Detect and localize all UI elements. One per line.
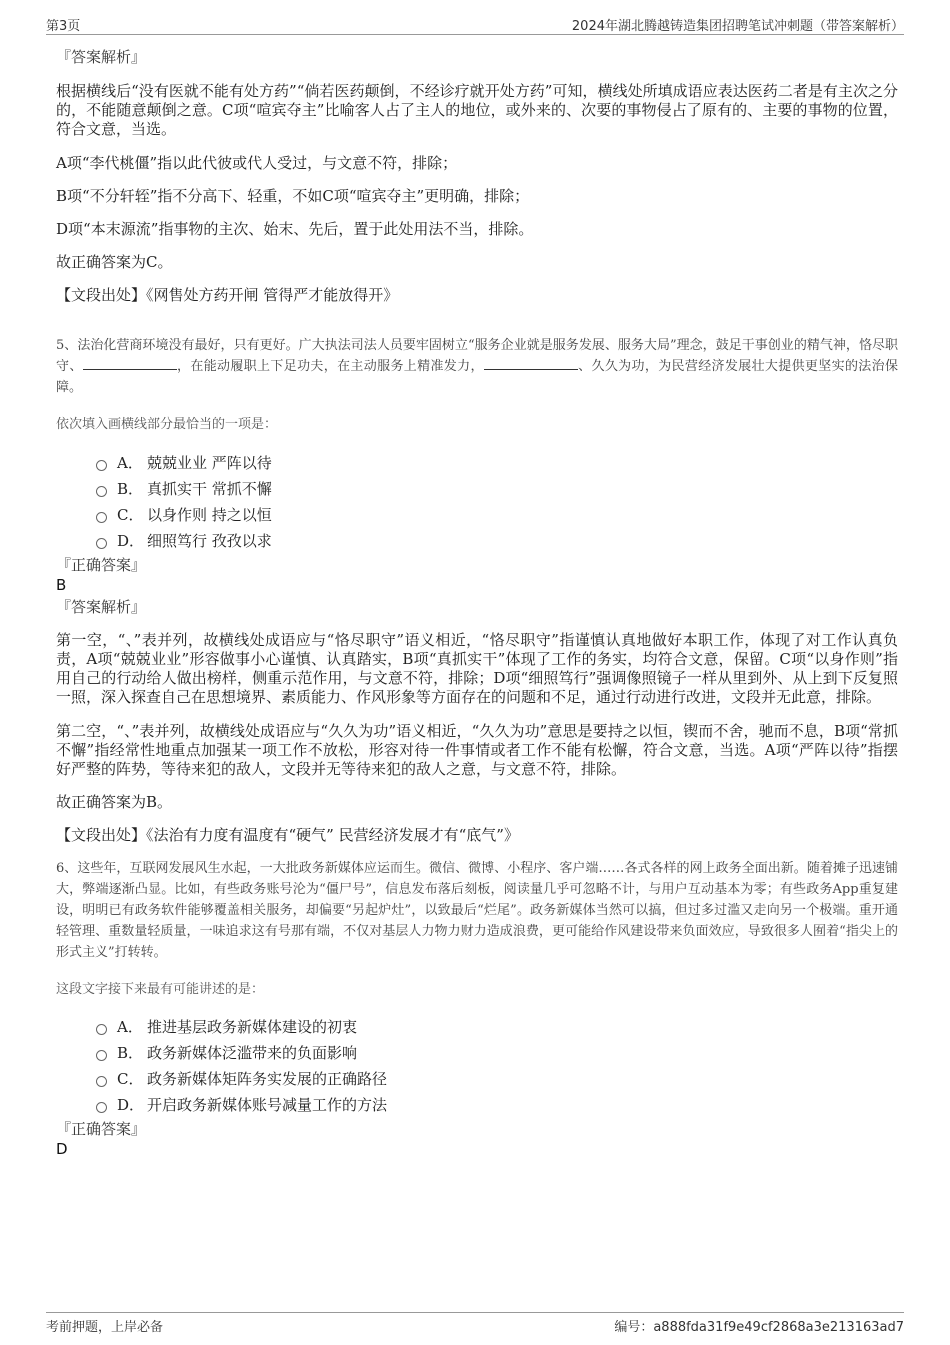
- analysis-paragraph: A项“李代桃僵”指以此代彼或代人受过，与文意不符，排除；: [56, 154, 458, 172]
- analysis-paragraph: 根据横线后“没有医就不能有处方药”“倘若医药颠倒，不经诊疗就开处方药”可知，横线处所填成语应表达医药二者是有主次之分的，不能随意颠倒之意。C项“喧宾夺主”比喻客人占了主人的地位，或外来的、次要的事物侵占了原有的、主要的事物的位置，符合文意，当选。: [56, 82, 898, 138]
- option-a[interactable]: A． 推进基层政务新媒体建设的初衷: [96, 1014, 898, 1040]
- option-a[interactable]: A． 兢兢业业 严阵以待: [96, 450, 898, 476]
- option-d[interactable]: D． 开启政务新媒体账号减量工作的方法: [96, 1092, 898, 1118]
- question-6-text: 6、这些年，互联网发展风生水起，一大批政务新媒体应运而生。微信、微博、小程序、客户端……各式各样的网上政务全面出新。随着摊子迅速铺大，弊端逐渐凸显。比如，有些政务账号沦为“僵尸号”，信息发布落后刻板，阅读量几乎可忽略不计，与用户互动基本为零；有些政务App重复建设，明明已有政务软件能够覆盖相关服务，却偏要“另起炉灶”，以致最后“烂尾”。政务新媒体当然可以搞，但过多过滥又走向另一个极端。重开通轻管理、重数量轻质量，一味追求这有号那有端，不仅对基层人力物力财力造成浪费，更可能给作风建设带来负面效应，导致很多人囿着“指尖上的形式主义”打转转。: [56, 861, 898, 960]
- analysis-label: 『答案解析』: [56, 598, 147, 616]
- page-footer: [46, 1312, 904, 1333]
- document-id: 编号：a888fda31f9e49cf2868a3e213163ad7: [614, 1320, 904, 1335]
- page-header: [46, 14, 904, 35]
- analysis-paragraph: 第一空，“、”表并列，故横线处成语应与“恪尽职守”语义相近，“恪尽职守”指谨慎认真地做好本职工作，体现了对工作认真负责，A项“兢兢业业”形容做事小心谨慎、认真踏实，B项“真抓实干”体现了工作的务实，均符合文意，保留。C项“以身作则”指用自己的行动给人做出榜样，侧重示范作用，与文意不符，排除；D项“细照笃行”强调像照镜子一样从里到外、从上到下反复照一照，深入探查自己在思想境界、素质能力、作风形象等方面存在的问题和不足，通过行动进行改进，文段并无此意，排除。: [56, 631, 898, 706]
- question-6-options: [96, 1014, 898, 1118]
- document-title: 2024年湖北腾越铸造集团招聘笔试冲刺题（带答案解析）: [571, 19, 904, 34]
- radio-button-icon[interactable]: [96, 538, 107, 549]
- analysis-label: 『答案解析』: [56, 48, 147, 66]
- analysis-paragraph: B项“不分轩轾”指不分高下、轻重，不如C项“喧宾夺主”更明确，排除；: [56, 187, 530, 205]
- correct-answer: B: [56, 576, 67, 594]
- source-citation: 【文段出处】《法治有力度有温度有“硬气” 民营经济发展才有“底气”》: [56, 826, 519, 844]
- source-citation: 【文段出处】《网售处方药开闸 管得严才能放得开》: [56, 286, 399, 304]
- correct-answer-label: 『正确答案』: [56, 556, 147, 574]
- option-b[interactable]: B． 政务新媒体泛滥带来的负面影响: [96, 1040, 898, 1066]
- radio-button-icon[interactable]: [96, 486, 107, 497]
- radio-button-icon[interactable]: [96, 1024, 107, 1035]
- question-prompt: 依次填入画横线部分最恰当的一项是：: [56, 417, 278, 432]
- question-5-options: [96, 450, 898, 554]
- fill-blank: [484, 357, 578, 370]
- option-b[interactable]: B． 真抓实干 常抓不懈: [96, 476, 898, 502]
- analysis-paragraph: 故正确答案为C。: [56, 253, 173, 271]
- question-prompt: 这段文字接下来最有可能讲述的是：: [56, 982, 265, 997]
- page-content: [56, 46, 898, 1158]
- question-5-text: 5、法治化营商环境没有最好，只有更好。广大执法司法人员要牢固树立“服务企业就是服务发展、服务大局”理念，鼓足干事创业的精气神，恪尽职守、 ，在能动履职上下足功夫，在主动服务上精准发力， 、久久为功，为民营经济发展壮大提供更坚实的法治保障。: [56, 338, 898, 395]
- radio-button-icon[interactable]: [96, 1076, 107, 1087]
- analysis-paragraph: 第二空，“、”表并列，故横线处成语应与“久久为功”语义相近，“久久为功”意思是要持之以恒，锲而不舍，驰而不息，B项“常抓不懈”指经常性地重点加强某一项工作不放松，形容对待一件事情或者工作不能有松懈，符合文意，当选。A项“严阵以待”指摆好严整的阵势，等待来犯的敌人，文段并无等待来犯的敌人之意，与文意不符，排除。: [56, 722, 898, 778]
- option-c[interactable]: C． 以身作则 持之以恒: [96, 502, 898, 528]
- radio-button-icon[interactable]: [96, 512, 107, 523]
- radio-button-icon[interactable]: [96, 1102, 107, 1113]
- radio-button-icon[interactable]: [96, 460, 107, 471]
- radio-button-icon[interactable]: [96, 1050, 107, 1061]
- correct-answer: D: [56, 1140, 68, 1158]
- page-number: 第3页: [46, 19, 81, 34]
- fill-blank: [83, 357, 177, 370]
- correct-answer-label: 『正确答案』: [56, 1120, 147, 1138]
- footer-slogan: 考前押题，上岸必备: [46, 1320, 164, 1335]
- analysis-paragraph: 故正确答案为B。: [56, 793, 173, 811]
- option-c[interactable]: C． 政务新媒体矩阵务实发展的正确路径: [96, 1066, 898, 1092]
- option-d[interactable]: D． 细照笃行 孜孜以求: [96, 528, 898, 554]
- analysis-paragraph: D项“本末源流”指事物的主次、始末、先后，置于此处用法不当，排除。: [56, 220, 534, 238]
